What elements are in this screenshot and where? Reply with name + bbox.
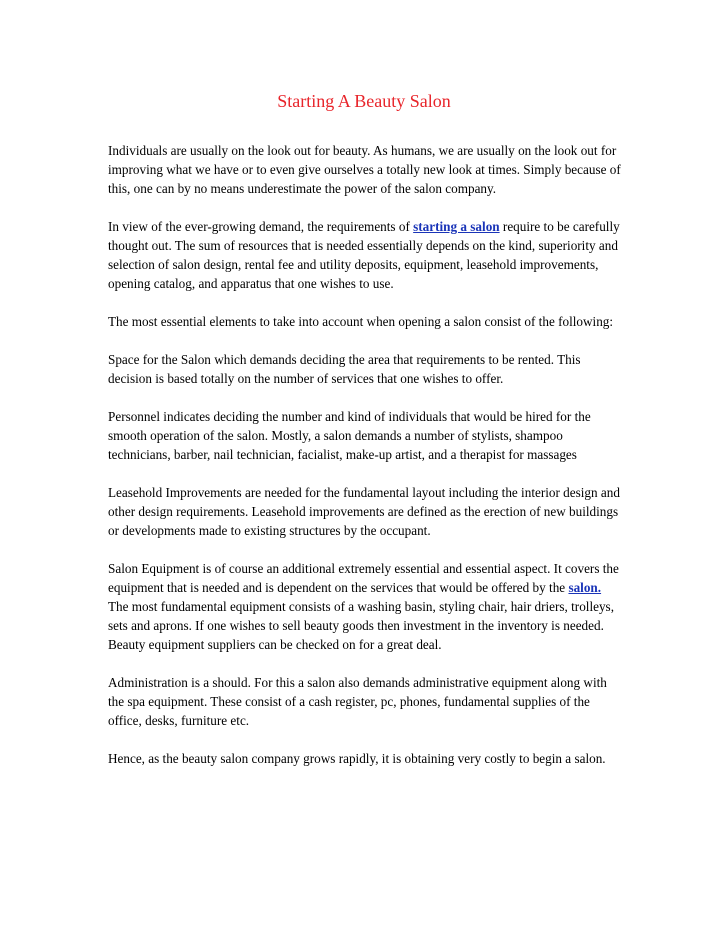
- paragraph-text: Salon Equipment is of course an additional extremely essential and essential aspect. It covers the equipment that is needed and is dependent on the services that would be offered by the: [108, 561, 619, 595]
- starting-a-salon-link[interactable]: starting a salon: [413, 219, 500, 234]
- paragraph-text: In view of the ever-growing demand, the requirements of: [108, 219, 414, 234]
- page-title: Starting A Beauty Salon: [277, 91, 451, 111]
- paragraph-space: Space for the Salon which demands deciding the area that requirements to be rented. This decision is based totally on the number of services that one wishes to offer.: [108, 352, 581, 386]
- paragraph-personnel: Personnel indicates deciding the number and kind of individuals that would be hired for the smooth operation of the salon. Mostly, a salon demands a number of stylists, shampoo technicians, barber, nail technician, facialist, make-up artist, and a therapist for massages: [108, 409, 591, 462]
- paragraph-intro: Individuals are usually on the look out for beauty. As humans, we are usually on the look out for improving what we have or to even give ourselves a totally new look at times. Simply because of this, one can by no means underestimate the power of the salon company.: [108, 143, 621, 196]
- document-body: [108, 141, 624, 787]
- salon-link[interactable]: salon.: [568, 580, 602, 595]
- paragraph-text: require to be carefully thought out. The sum of resources that is needed essentially depends on the kind, superiority and selection of salon design, rental fee and utility deposits, equipment, leasehold improvements, opening catalog, and apparatus that one wishes to use.: [108, 219, 620, 291]
- paragraph-demand: [108, 217, 624, 293]
- paragraph-leasehold: Leasehold Improvements are needed for the fundamental layout including the interior design and other design requirements. Leasehold improvements are defined as the erection of new buildings or developments made to existing structures by the occupant.: [108, 485, 620, 538]
- paragraph-text: The most fundamental equipment consists of a washing basin, styling chair, hair driers, trolleys, sets and aprons. If one wishes to sell beauty goods then investment in the inventory is needed. Beauty equipment suppliers can be checked on for a great deal.: [108, 599, 614, 652]
- paragraph-conclusion: Hence, as the beauty salon company grows rapidly, it is obtaining very costly to begin a salon.: [108, 751, 606, 766]
- paragraph-administration: Administration is a should. For this a salon also demands administrative equipment along with the spa equipment. These consist of a cash register, pc, phones, fundamental supplies of the office, desks, furniture etc.: [108, 675, 607, 728]
- paragraph-elements: The most essential elements to take into account when opening a salon consist of the following:: [108, 314, 614, 329]
- paragraph-equipment: [108, 559, 624, 654]
